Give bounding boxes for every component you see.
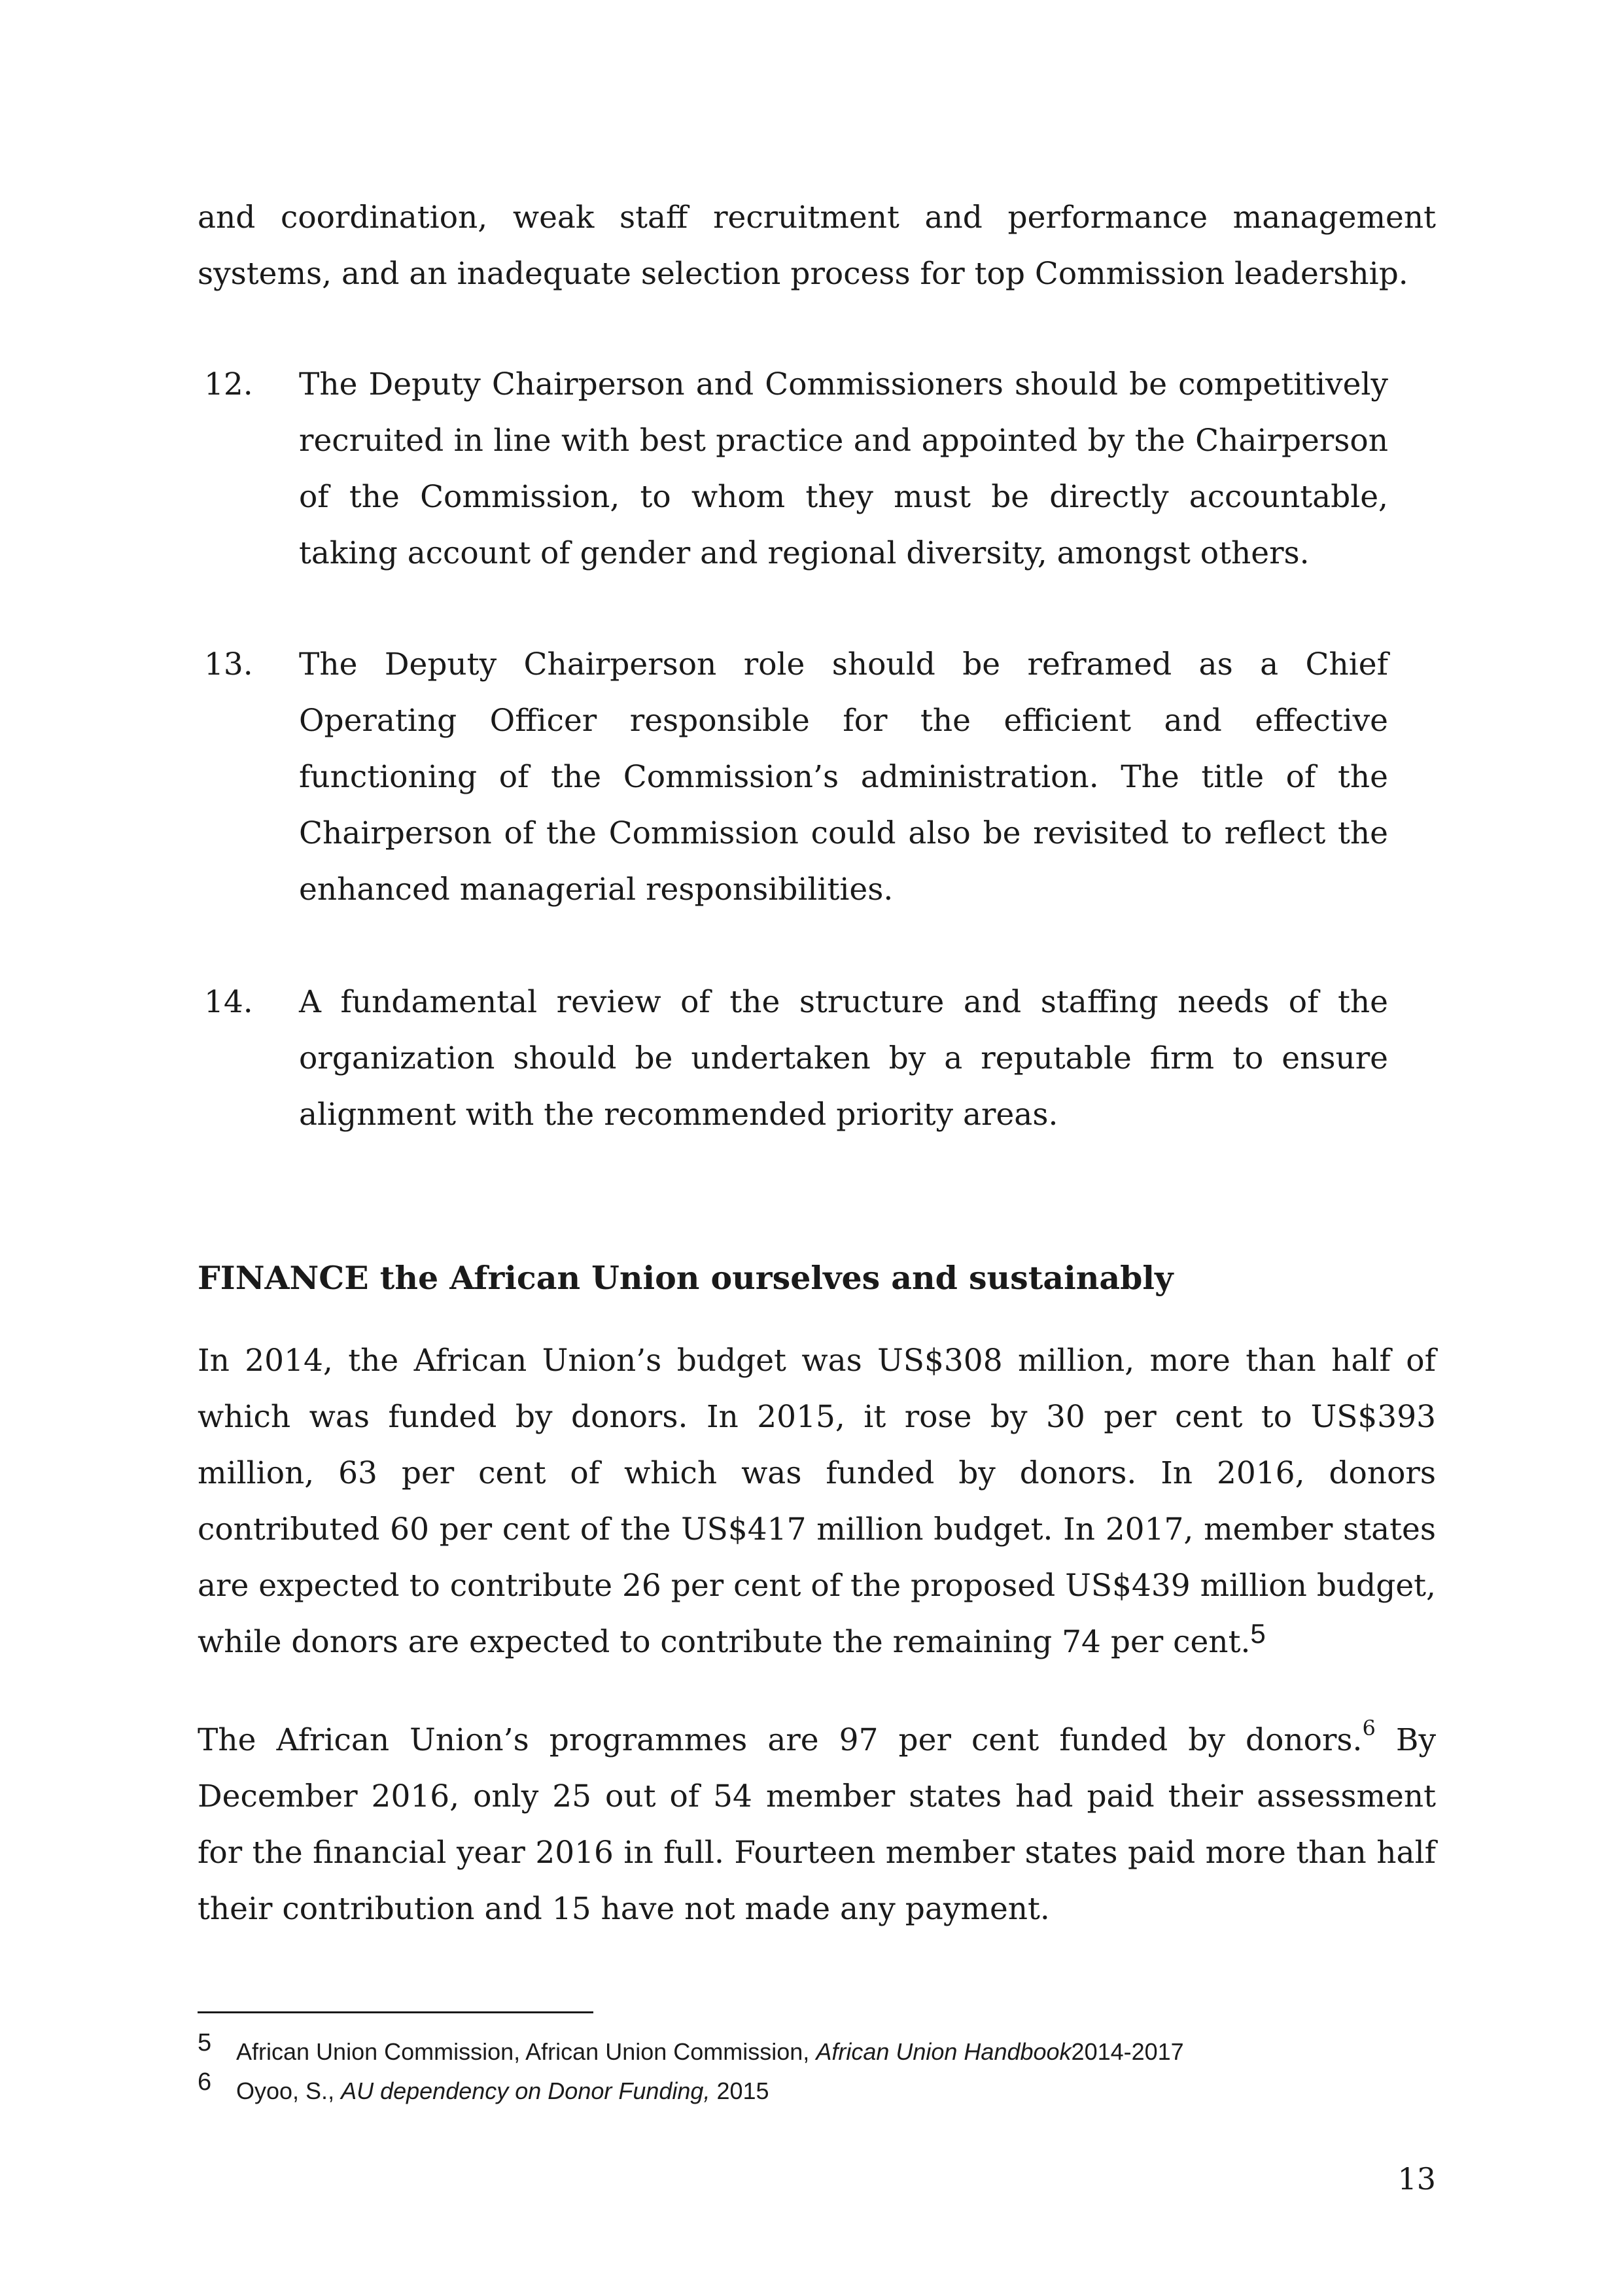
- footnote-citation-title: AU dependency on Donor Funding,: [341, 2077, 710, 2104]
- section-heading: FINANCE the African Union ourselves and sustainably: [198, 1259, 1174, 1297]
- page-number: 13: [1397, 2161, 1436, 2197]
- footnote-mark: 6: [198, 2068, 212, 2096]
- recommendation-number: 13.: [204, 646, 253, 682]
- finance-paragraph-2-text-after: By December 2016, only 25 out of 54 member states had paid their assessment for the financial year 2016 in full. Fourteen member states paid more than half their contribution and 15 have not made any payment.: [198, 1722, 1436, 1927]
- finance-paragraph-1-text: In 2014, the African Union’s budget was US$308 million, more than half of which was funded by donors. In 2015, it rose by 30 per cent to US$393 million, 63 per cent of which was funded by donors. In 2016, donors contributed 60 per cent of the US$417 million budget. In 2017, member states are expected to contribute 26 per cent of the proposed US$439 million budget, while donors are expected to contribute the remaining 74 per cent.: [198, 1343, 1436, 1660]
- finance-paragraph-1: [198, 1333, 1436, 1671]
- footnote-citation-year: 2015: [710, 2077, 769, 2104]
- recommendation-number: 14.: [204, 984, 253, 1020]
- footnote-reference-6[interactable]: 6: [1362, 1716, 1376, 1741]
- recommendation-number: 12.: [204, 366, 253, 402]
- footnote-citation-year: 2014-2017: [1071, 2038, 1184, 2065]
- footnote-reference-5[interactable]: 5: [1250, 1618, 1266, 1649]
- footnote-citation-authors: Oyoo, S.,: [236, 2077, 341, 2104]
- finance-paragraph-2-text-before: The African Union’s programmes are 97 per cent funded by donors.: [198, 1722, 1363, 1758]
- recommendation-text: The Deputy Chairperson and Commissioners should be competitively recruited in line with best practice and appointed by the Chairperson of the Commission, to whom they must be directly accountable, taking account of gender and regional diversity, amongst others.: [299, 366, 1388, 571]
- finance-paragraph-2: [198, 1712, 1436, 1937]
- footnote-text: [236, 2036, 1184, 2068]
- footnote-citation-authors: African Union Commission, African Union Commission,: [236, 2038, 816, 2065]
- footnote-citation-title: African Union Handbook: [816, 2038, 1072, 2065]
- footnote-divider: [198, 2011, 593, 2013]
- intro-paragraph: and coordination, weak staff recruitment and performance management systems, and an inadequate selection process for top Commission leadership.: [198, 200, 1436, 292]
- recommendation-text: The Deputy Chairperson role should be reframed as a Chief Operating Officer responsible for the efficient and effective functioning of the Commission’s administration. The title of the Chairperson of the Commission could also be revisited to reflect the enhanced managerial responsibilities.: [299, 646, 1388, 908]
- recommendation-text: A fundamental review of the structure and staffing needs of the organization should be undertaken by a reputable firm to ensure alignment with the recommended priority areas.: [299, 984, 1388, 1133]
- footnote-mark: 5: [198, 2029, 212, 2057]
- footnote-text: [236, 2075, 769, 2108]
